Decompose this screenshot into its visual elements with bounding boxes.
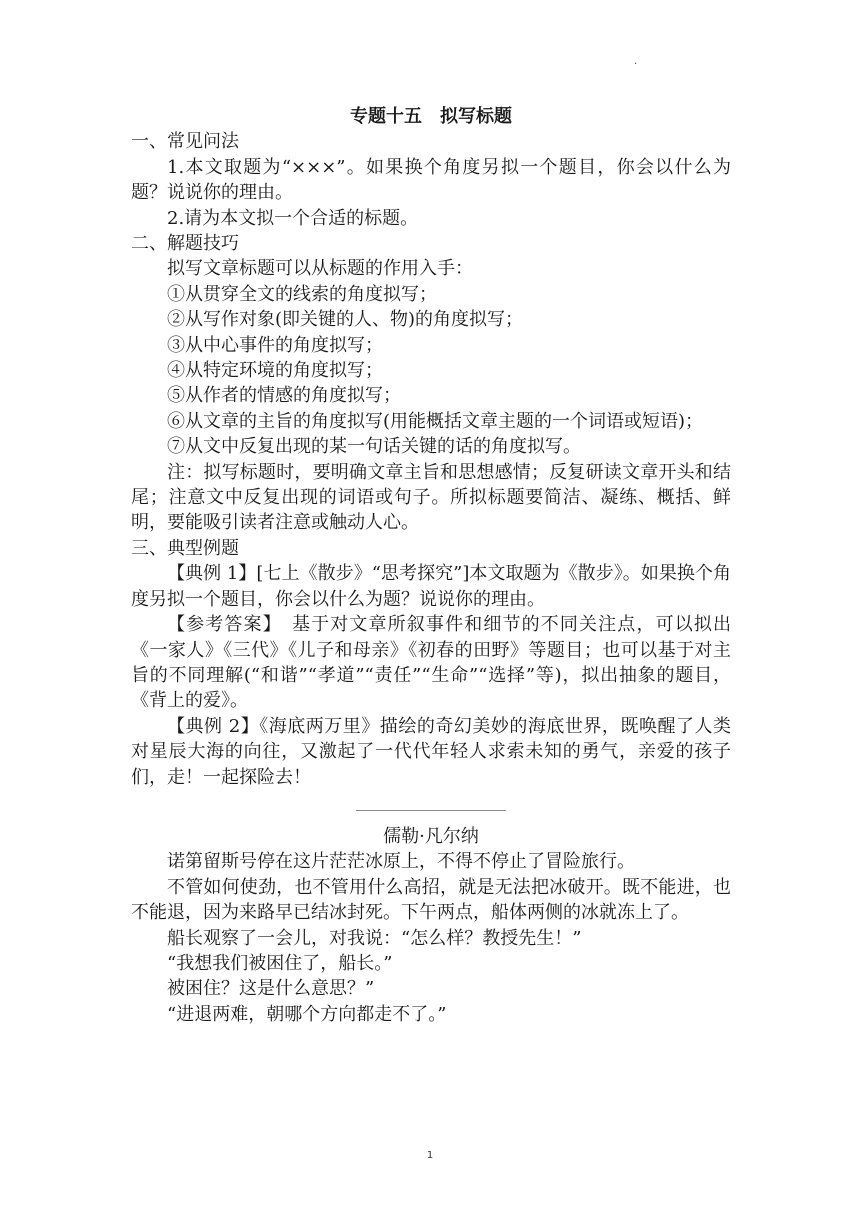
passage-paragraph: “我想我们被困住了，船长。” [167, 952, 393, 974]
passage-paragraph: 船长观察了一会儿，对我说：“怎么样？教授先生！” [167, 927, 582, 949]
question-1: 1.本文取题为“×××”。如果换个角度另拟一个题目，你会以什么为题？说说你的理由。 [131, 156, 731, 204]
technique-item: ⑦从文中反复出现的某一句话关键的话的角度拟写。 [167, 436, 581, 458]
answer-1: 【参考答案】 基于对文章所叙事件和细节的不同关注点，可以拟出《一家人》《三代》《儿子和母亲》《初春的田野》等题目；也可以基于对主旨的不同理解(“和谐”“孝道”“责任”“生命”“选择”等)，拟出抽象的题目，《背上的爱》。 [131, 614, 731, 712]
title-blank-line [356, 810, 506, 811]
techniques-intro: 拟写文章标题可以从标题的作用入手： [167, 258, 473, 280]
technique-item: ③从中心事件的角度拟写； [167, 334, 383, 356]
document-body [131, 104, 731, 1027]
question-2: 2.请为本文拟一个合适的标题。 [167, 207, 419, 229]
techniques-note: 注：拟写标题时，要明确文章主旨和思想感情；反复研读文章开头和结尾；注意文中反复出现的词语或句子。所拟标题要简洁、凝练、概括、鲜明，要能吸引读者注意或触动人心。 [131, 461, 731, 534]
passage-author: 儒勒·凡尔纳 [383, 825, 479, 847]
passage-paragraph: 不管如何使劲，也不管用什么高招，就是无法把冰破开。既不能进，也不能退，因为来路早已结冰封死。下午两点，船体两侧的冰就冻上了。 [131, 876, 731, 924]
passage-paragraph: “进退两难，朝哪个方向都走不了。” [167, 1003, 447, 1025]
technique-item: ④从特定环境的角度拟写； [167, 360, 383, 382]
technique-item: ①从贯穿全文的线索的角度拟写； [167, 283, 437, 305]
example-1: 【典例 1】[七上《散步》“思考探究”]本文取题为《散步》。如果换个角度另拟一个题目，你会以什么为题？说说你的理由。 [131, 563, 731, 610]
header-mark: · [634, 59, 638, 70]
section-heading-examples: 三、典型例题 [131, 537, 239, 559]
passage-paragraph: 诺第留斯号停在这片茫茫冰原上，不得不停止了冒险旅行。 [167, 851, 635, 873]
section-heading-techniques: 二、解题技巧 [131, 233, 239, 255]
passage-paragraph: 被困住？这是什么意思？” [167, 978, 375, 1000]
section-heading-common-questions: 一、常见问法 [131, 131, 239, 153]
page-title: 专题十五 拟写标题 [350, 106, 512, 127]
technique-item: ⑤从作者的情感的角度拟写； [167, 385, 401, 407]
page-number: 1 [426, 1150, 434, 1161]
title-blank-area [131, 790, 731, 824]
technique-item: ⑥从文章的主旨的角度拟写(用能概括文章主题的一个词语或短语)； [167, 410, 704, 432]
example-2: 【典例 2】《海底两万里》描绘的奇幻美妙的海底世界，既唤醒了人类对星辰大海的向往，又激起了一代代年轻人求索未知的勇气，亲爱的孩子们，走！一起探险去！ [131, 715, 731, 788]
technique-item: ②从写作对象(即关键的人、物)的角度拟写； [167, 309, 524, 331]
